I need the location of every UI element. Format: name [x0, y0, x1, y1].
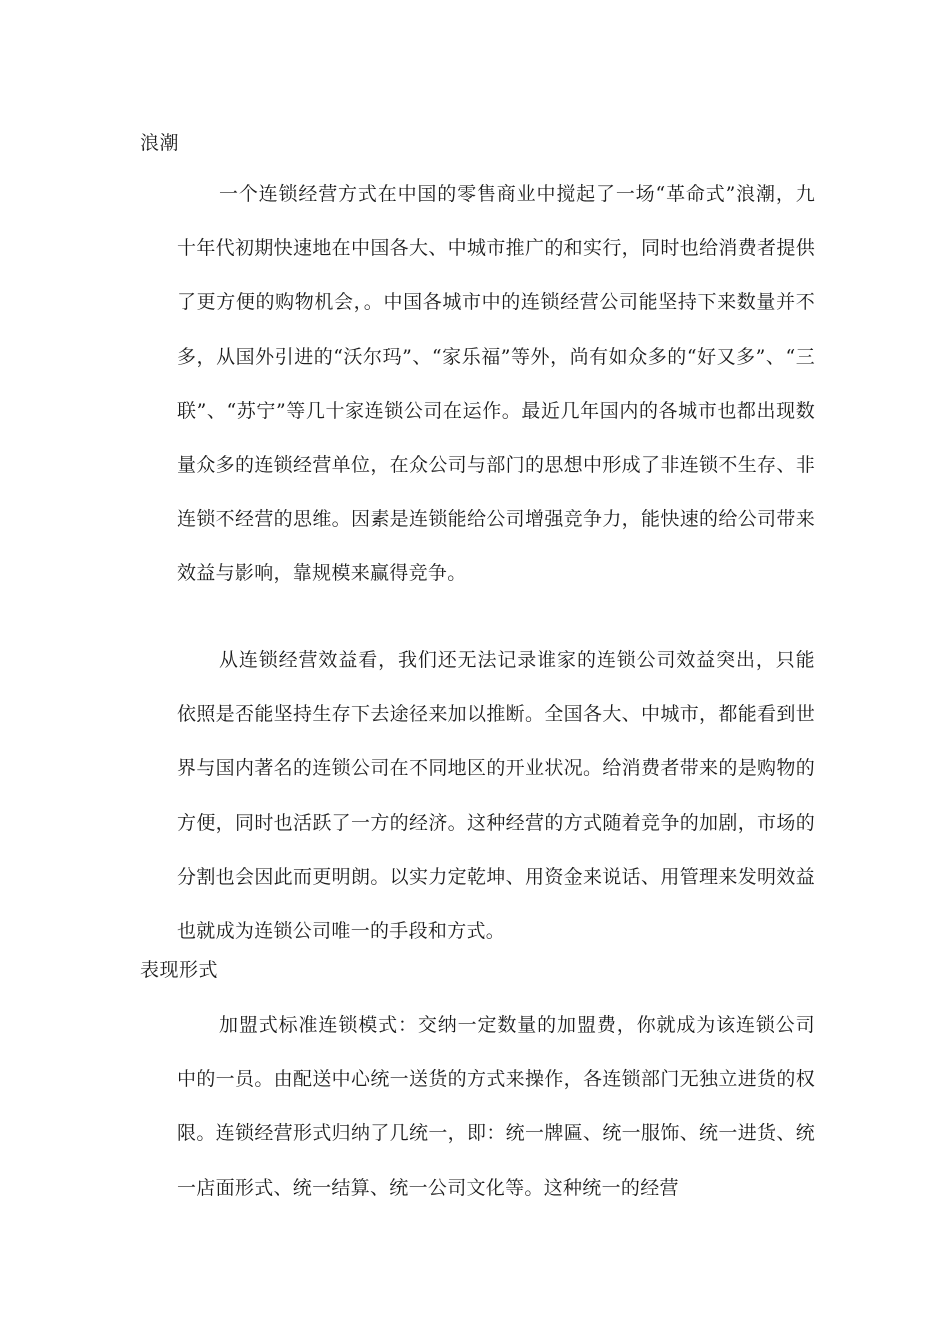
- section-heading-langchao: 浪潮: [140, 132, 180, 154]
- section-heading-biaoxian-xingshi: 表现形式: [140, 959, 219, 981]
- paragraph-langchao-1: 一个连锁经营方式在中国的零售商业中搅起了一场“革命式”浪潮，九十年代初期快速地在中国各大、中城市推广的和实行，同时也给消费者提供了更方便的购物机会，。中国各城市中的连锁经营公司能坚持下来数量并不多，从国外引进的“沃尔玛”、“家乐福”等外，尚有如众多的“好又多”、“三联”、“苏宁”等几十家连锁公司在运作。最近几年国内的各城市也都出现数量众多的连锁经营单位，在众公司与部门的思想中形成了非连锁不生存、非连锁不经营的思维。因素是连锁能给公司增强竞争力，能快速的给公司带来效益与影响，靠规模来赢得竞争。: [177, 183, 815, 585]
- paragraph-langchao-2: 从连锁经营效益看，我们还无法记录谁家的连锁公司效益突出，只能依照是否能坚持生存下去途径来加以推断。全国各大、中城市，都能看到世界与国内著名的连锁公司在不同地区的开业状况。给消费者带来的是购物的方便，同时也活跃了一方的经济。这种经营的方式随着竞争的加剧，市场的分割也会因此而更明朗。以实力定乾坤、用资金来说话、用管理来发明效益也就成为连锁公司唯一的手段和方式。: [177, 649, 815, 943]
- paragraph-biaoxian-xingshi-1: 加盟式标准连锁模式：交纳一定数量的加盟费，你就成为该连锁公司中的一员。由配送中心统一送货的方式来操作，各连锁部门无独立进货的权限。连锁经营形式归纳了几统一，即：统一牌匾、统一服饰、统一进货、统一店面形式、统一结算、统一公司文化等。这种统一的经营: [177, 1014, 815, 1199]
